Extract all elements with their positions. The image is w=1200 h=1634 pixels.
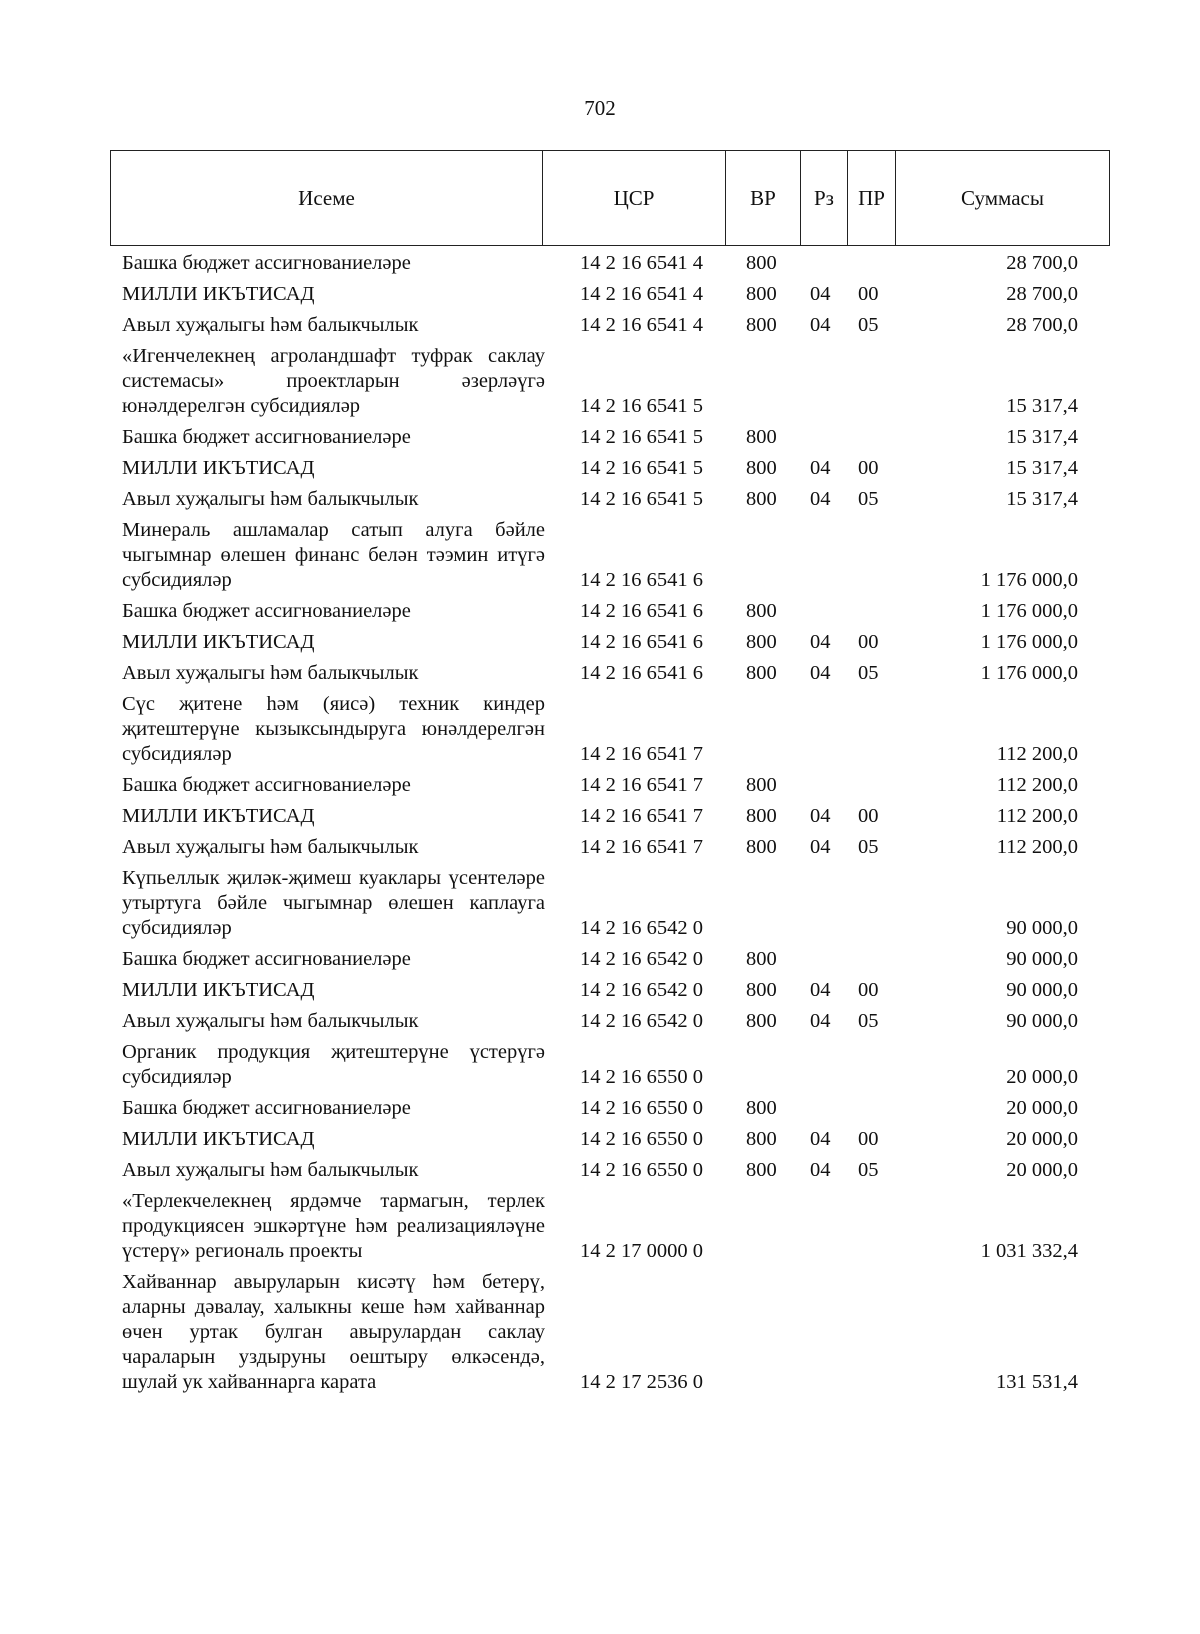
row-name: Сүс җитене һәм (яисә) техник киндер җитештерүне кызыксындыруга юнәлдерелгән субсидияләр [122,693,545,765]
table-row [110,944,1110,975]
table-row [110,627,1110,658]
row-csr: 14 2 16 6542 0 [580,948,703,970]
row-csr: 14 2 16 6541 5 [580,488,703,510]
row-sum: 90 000,0 [1006,917,1078,939]
row-sum: 1 176 000,0 [980,600,1078,622]
row-vr: 800 [746,836,777,858]
header-rz: Рз [801,151,848,245]
row-sum: 1 031 332,4 [980,1240,1078,1262]
table-row [110,801,1110,832]
row-name: Башка бюджет ассигнованиеләре [122,774,411,796]
row-name: МИЛЛИ ИКЪТИСАД [122,283,315,305]
table-row [110,453,1110,484]
row-csr: 14 2 16 6550 0 [580,1097,703,1119]
row-name: МИЛЛИ ИКЪТИСАД [122,979,315,1001]
row-rz [798,764,846,770]
table-row [110,341,1110,422]
header-name: Исеме [111,151,543,245]
row-vr: 800 [746,314,777,336]
row-pr: 00 [858,1128,879,1150]
row-rz: 04 [810,1159,831,1181]
row-rz: 04 [810,1128,831,1150]
row-pr: 05 [858,314,879,336]
row-name: Минераль ашламалар сатып алуга бәйле чыгымнар өлешен финанс белән тәэмин итүгә субсидияләр [122,519,545,591]
row-csr: 14 2 16 6541 7 [580,805,703,827]
table-row [110,1124,1110,1155]
row-sum: 112 200,0 [996,774,1078,796]
row-rz: 04 [810,662,831,684]
table-row [110,770,1110,801]
row-pr [846,938,894,944]
row-csr: 14 2 16 6550 0 [580,1128,703,1150]
row-pr [846,416,894,422]
row-sum: 28 700,0 [1006,314,1078,336]
row-sum: 15 317,4 [1006,395,1078,417]
row-name: Авыл хуҗалыгы һәм балыкчылык [122,1010,419,1032]
row-csr: 14 2 16 6541 6 [580,569,703,591]
row-name: Авыл хуҗалыгы һәм балыкчылык [122,662,419,684]
row-vr: 800 [746,805,777,827]
table-row [110,863,1110,944]
table-row [110,975,1110,1006]
row-pr: 05 [858,1159,879,1181]
row-sum: 90 000,0 [1006,948,1078,970]
table-row [110,422,1110,453]
row-pr: 05 [858,662,879,684]
row-name: Авыл хуҗалыгы һәм балыкчылык [122,1159,419,1181]
row-vr: 800 [746,600,777,622]
row-rz: 04 [810,283,831,305]
row-csr: 14 2 16 6541 4 [580,252,703,274]
table-row [110,1186,1110,1267]
row-csr: 14 2 16 6542 0 [580,917,703,939]
row-sum: 1 176 000,0 [980,569,1078,591]
table-header [110,150,1110,246]
row-csr: 14 2 16 6541 7 [580,836,703,858]
table-body [110,248,1110,1398]
row-sum: 1 176 000,0 [980,631,1078,653]
table-row [110,689,1110,770]
row-rz: 04 [810,1010,831,1032]
row-name: Авыл хуҗалыгы һәм балыкчылык [122,836,419,858]
header-sum: Суммасы [961,185,1044,210]
row-pr: 00 [858,805,879,827]
row-name: МИЛЛИ ИКЪТИСАД [122,1128,315,1150]
row-vr: 800 [746,662,777,684]
row-csr: 14 2 16 6541 5 [580,457,703,479]
row-pr: 00 [858,979,879,1001]
row-sum: 112 200,0 [996,836,1078,858]
row-rz: 04 [810,631,831,653]
row-rz: 04 [810,836,831,858]
row-vr: 800 [746,948,777,970]
row-vr: 800 [746,488,777,510]
row-csr: 14 2 16 6542 0 [580,1010,703,1032]
table-row [110,596,1110,627]
row-name: МИЛЛИ ИКЪТИСАД [122,457,315,479]
row-rz [798,938,846,944]
table-row [110,310,1110,341]
row-csr: 14 2 17 0000 0 [580,1240,703,1262]
page-number: 702 [584,96,616,120]
row-pr [846,764,894,770]
row-name: «Игенчелекнең агроландшафт туфрак саклау системасы» проектларын әзерләүгә юнәлдерелгән субсидияләр [122,345,545,417]
row-name: Хайваннар авыруларын кисәтү һәм бетерү, аларны дәвалау, халыкны кеше һәм хайваннар өчен уртак булган авырулардан саклау чараларын уздыруны оештыру өлкәсендә, шулай ук хайваннарга карата [122,1271,545,1393]
row-rz [798,590,846,596]
row-sum: 20 000,0 [1006,1066,1078,1088]
table-row [110,658,1110,689]
row-sum: 20 000,0 [1006,1097,1078,1119]
row-pr: 00 [858,457,879,479]
row-vr: 800 [746,457,777,479]
row-name: Органик продукция җитештерүне үстерүгә субсидияләр [122,1041,545,1088]
row-pr [846,1392,894,1398]
table-row [110,1037,1110,1093]
row-csr: 14 2 16 6541 6 [580,631,703,653]
row-pr [846,590,894,596]
table-row [110,515,1110,596]
row-name: Башка бюджет ассигнованиеләре [122,252,411,274]
row-name: Башка бюджет ассигнованиеләре [122,1097,411,1119]
row-sum: 90 000,0 [1006,1010,1078,1032]
row-name: Башка бюджет ассигнованиеләре [122,600,411,622]
row-sum: 112 200,0 [996,743,1078,765]
row-vr: 800 [746,774,777,796]
row-rz: 04 [810,314,831,336]
row-csr: 14 2 16 6550 0 [580,1159,703,1181]
table-row [110,484,1110,515]
row-name: Башка бюджет ассигнованиеләре [122,426,411,448]
row-csr: 14 2 16 6541 7 [580,774,703,796]
table-row [110,1267,1110,1398]
row-csr: 14 2 16 6541 5 [580,395,703,417]
row-vr: 800 [746,979,777,1001]
row-name: МИЛЛИ ИКЪТИСАД [122,631,315,653]
row-vr: 800 [746,1010,777,1032]
header-csr: ЦСР [543,151,726,245]
row-pr: 00 [858,283,879,305]
table-row [110,248,1110,279]
row-pr [846,1087,894,1093]
row-pr: 00 [858,631,879,653]
row-pr: 05 [858,488,879,510]
row-sum: 15 317,4 [1006,488,1078,510]
table-row [110,1006,1110,1037]
row-sum: 28 700,0 [1006,283,1078,305]
row-csr: 14 2 16 6541 5 [580,426,703,448]
row-rz [798,416,846,422]
row-vr: 800 [746,426,777,448]
row-csr: 14 2 16 6541 7 [580,743,703,765]
row-sum: 1 176 000,0 [980,662,1078,684]
row-name: Авыл хуҗалыгы һәм балыкчылык [122,488,419,510]
row-rz [798,1087,846,1093]
row-sum: 131 531,4 [996,1371,1078,1393]
row-csr: 14 2 16 6541 6 [580,600,703,622]
row-sum: 90 000,0 [1006,979,1078,1001]
row-rz [798,1261,846,1267]
row-vr: 800 [746,283,777,305]
row-pr: 05 [858,836,879,858]
row-rz: 04 [810,805,831,827]
row-vr: 800 [746,631,777,653]
row-rz: 04 [810,457,831,479]
row-vr: 800 [746,1097,777,1119]
row-sum: 15 317,4 [1006,457,1078,479]
row-sum: 112 200,0 [996,805,1078,827]
header-vr: ВР [726,151,801,245]
row-rz: 04 [810,979,831,1001]
row-name: Күпьеллык җиләк-җимеш куаклары үсентеләре утыртуга бәйле чыгымнар өлешен каплауга субсидияләр [122,867,545,939]
row-vr: 800 [746,1128,777,1150]
row-rz: 04 [810,488,831,510]
row-csr: 14 2 16 6541 6 [580,662,703,684]
table-row [110,1155,1110,1186]
row-csr: 14 2 17 2536 0 [580,1371,703,1393]
row-csr: 14 2 16 6541 4 [580,314,703,336]
table-row [110,1093,1110,1124]
row-sum: 28 700,0 [1006,252,1078,274]
row-vr: 800 [746,1159,777,1181]
row-csr: 14 2 16 6541 4 [580,283,703,305]
row-vr: 800 [746,252,777,274]
table-row [110,279,1110,310]
row-vr [736,1261,798,1267]
header-pr: ПР [848,151,896,245]
row-sum: 15 317,4 [1006,426,1078,448]
row-csr: 14 2 16 6550 0 [580,1066,703,1088]
row-name: «Терлекчелекнең ярдәмче тармагын, терлек продукциясен эшкәртүне һәм реализацияләүне үстерү» региональ проекты [122,1190,545,1262]
row-pr: 05 [858,1010,879,1032]
row-rz [798,1392,846,1398]
table-row [110,832,1110,863]
row-vr [736,1392,798,1398]
row-name: Авыл хуҗалыгы һәм балыкчылык [122,314,419,336]
row-csr: 14 2 16 6542 0 [580,979,703,1001]
row-sum: 20 000,0 [1006,1159,1078,1181]
row-name: МИЛЛИ ИКЪТИСАД [122,805,315,827]
row-pr [846,1261,894,1267]
row-sum: 20 000,0 [1006,1128,1078,1150]
row-name: Башка бюджет ассигнованиеләре [122,948,411,970]
